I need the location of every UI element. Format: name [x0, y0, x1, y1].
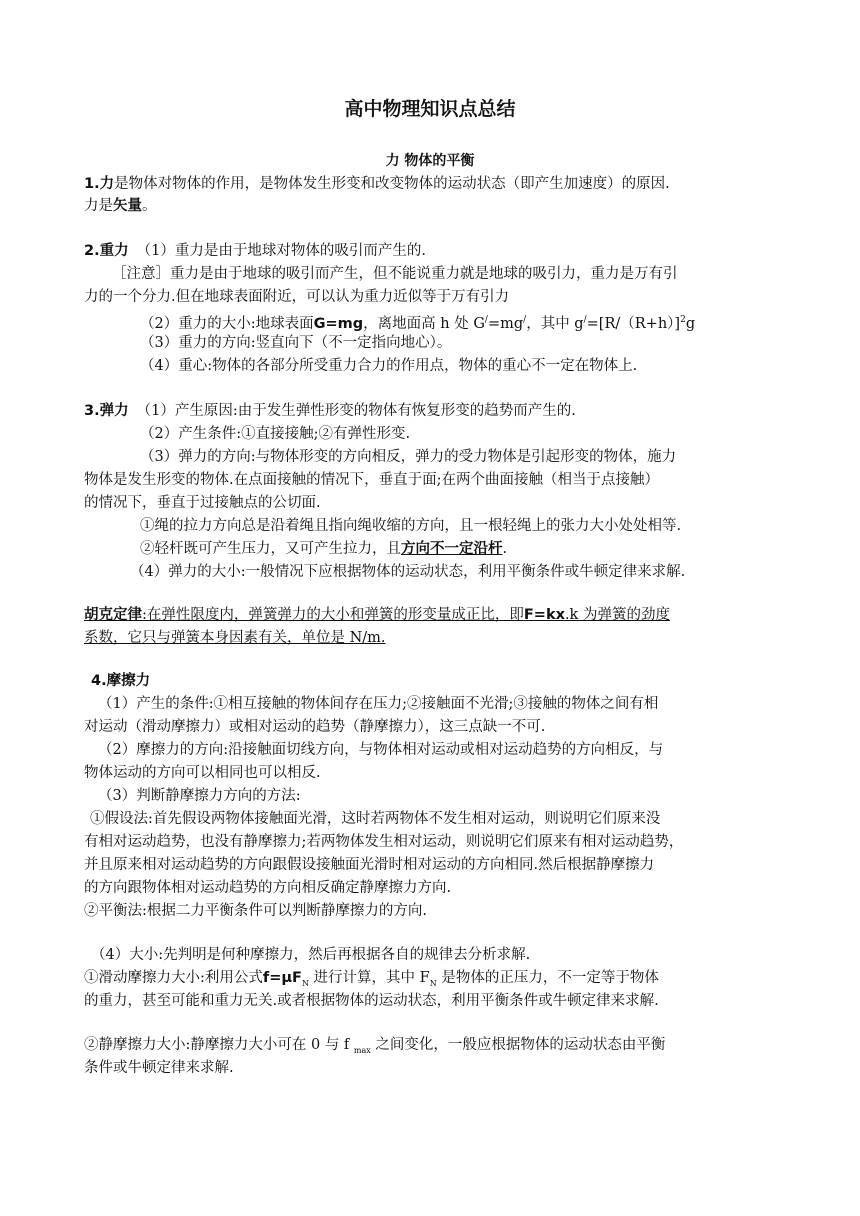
friction-magnitude: （4）大小:先判明是何种摩擦力，然后再根据各自的规律去分析求解.	[91, 947, 531, 963]
friction-heading: 4.摩擦力	[91, 673, 151, 689]
friction-conditions-line2: 对运动（滑动摩擦力）或相对运动的趋势（静摩擦力），这三点缺一不可.	[84, 719, 546, 735]
elastic-direction-line2: 物体是发生形变的物体.在点面接触的情况下，垂直于面;在两个曲面接触（相当于点接触）	[84, 472, 659, 488]
static-friction-line2: 条件或牛顿定律来求解.	[84, 1060, 234, 1076]
gravity-heading-line: 2.重力 （1）重力是由于地球对物体的吸引而产生的.	[84, 243, 426, 259]
friction-direction-line1: （2）摩擦力的方向:沿接触面切线方向，与物体相对运动或相对运动趋势的方向相反，与	[98, 742, 664, 758]
elastic-magnitude: （4）弹力的大小:一般情况下应根据物体的运动状态，利用平衡条件或牛顿定律来求解.	[130, 564, 686, 580]
section-title: 力 物体的平衡	[385, 153, 475, 169]
gravity-note-line1: ［注意］重力是由于地球的吸引而产生，但不能说重力就是地球的吸引力，重力是万有引	[112, 266, 678, 282]
rope-tension: ①绳的拉力方向总是沿着绳且指向绳收缩的方向，且一根轻绳上的张力大小处处相等.	[140, 518, 682, 534]
elastic-heading: 3.弹力	[84, 403, 129, 419]
static-friction-methods: （3）判断静摩擦力方向的方法:	[98, 788, 301, 804]
kinetic-friction-line1: ①滑动摩擦力大小:利用公式$f=\mu F_N$ 进行计算，其中 $F_N$ 是物体的正压力，不一定等于物体	[84, 970, 659, 988]
elastic-conditions: （2）产生条件:①直接接触;②有弹性形变.	[140, 426, 411, 442]
gravity-magnitude: （2）重力的大小:地球表面G=mg，离地面高 h 处 G/=mg/，其中 $g^/=[R/(R+h)]^2g$	[140, 315, 696, 332]
hooke-law-term: 胡克定律	[84, 607, 142, 623]
friction-direction-line2: 物体运动的方向可以相同也可以相反.	[84, 765, 321, 781]
assumption-method-line4: 的方向跟物体相对运动趋势的方向相反确定静摩擦力方向.	[84, 880, 452, 896]
hooke-formula: F=kx	[523, 607, 565, 623]
elastic-direction-line3: 的情况下，垂直于过接触点的公切面.	[84, 495, 321, 511]
friction-conditions-line1: （1）产生的条件:①相互接触的物体间存在压力;②接触面不光滑;③接触的物体之间有相	[98, 696, 659, 712]
gravity-heading: 2.重力	[84, 243, 129, 259]
hooke-law-line2: 系数，它只与弹簧本身因素有关，单位是 N/m.	[84, 630, 386, 646]
page-title: 高中物理知识点总结	[344, 98, 516, 120]
rod-emphasis: 方向不一定沿杆	[401, 541, 503, 557]
elastic-direction-line1: （3）弹力的方向:与物体形变的方向相反，弹力的受力物体是引起形变的物体，施力	[140, 449, 677, 465]
force-term: 力	[99, 176, 115, 192]
section-number: 1.	[84, 176, 100, 192]
assumption-method-line2: 有相对运动趋势，也没有静摩擦力;若两物体发生相对运动，则说明它们原来有相对运动趋势，	[84, 834, 684, 850]
hooke-law-line1: 胡克定律:在弹性限度内，弹簧弹力的大小和弹簧的形变量成正比，即F=kx.k 为弹簧的劲度	[84, 607, 670, 623]
kinetic-friction-formula: f=μF	[262, 970, 302, 986]
kinetic-friction-line2: 的重力，甚至可能和重力无关.或者根据物体的运动状态，利用平衡条件或牛顿定律来求解.	[84, 993, 659, 1009]
assumption-method-line3: 并且原来相对运动趋势的方向跟假设接触面光滑时相对运动的方向相同.然后根据静摩擦力	[84, 857, 655, 873]
light-rod: ②轻杆既可产生压力，又可产生拉力，且方向不一定沿杆.	[140, 541, 508, 557]
assumption-method-line1: ①假设法:首先假设两物体接触面光滑，这时若两物体不发生相对运动，则说明它们原来没	[90, 811, 661, 827]
balance-method: ②平衡法:根据二力平衡条件可以判断静摩擦力的方向.	[84, 903, 427, 919]
gravity-note-line2: 力的一个分力.但在地球表面附近，可以认为重力近似等于万有引力	[84, 289, 510, 305]
gravity-direction: （3）重力的方向:竖直向下（不一定指向地心）。	[140, 335, 452, 351]
elastic-heading-line: 3.弹力 （1）产生原因:由于发生弹性形变的物体有恢复形变的趋势而产生的.	[84, 403, 576, 419]
force-definition-line1: 1.力是物体对物体的作用，是物体发生形变和改变物体的运动状态（即产生加速度）的原因.	[84, 176, 670, 192]
gravity-formula: G=mg	[313, 315, 364, 332]
vector-term: 矢量	[113, 198, 142, 214]
static-friction-line1: ②静摩擦力大小:静摩擦力大小可在 0 与 f $_{max}$ 之间变化，一般应根据物体的运动状态由平衡	[84, 1037, 666, 1055]
force-definition-line2: 力是矢量。	[84, 198, 157, 214]
center-of-gravity: （4）重心:物体的各部分所受重力合力的作用点，物体的重心不一定在物体上.	[140, 358, 638, 374]
